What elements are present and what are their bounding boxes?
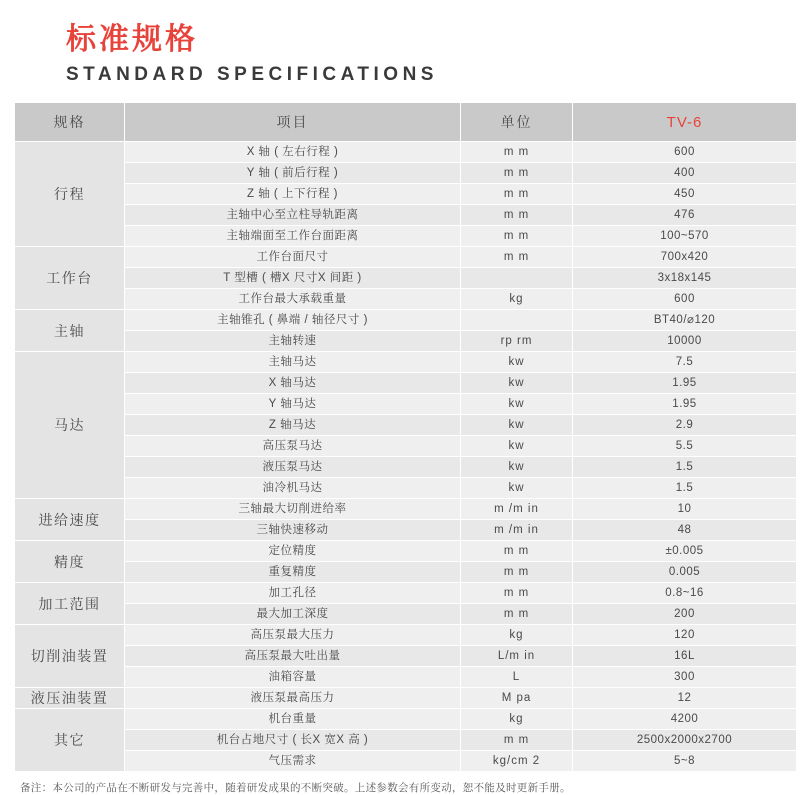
table-header	[15, 103, 797, 142]
table-row	[15, 583, 797, 604]
table-row	[15, 499, 797, 520]
item-unit: m m	[461, 541, 573, 562]
item-unit: m m	[461, 184, 573, 205]
table-row	[15, 268, 797, 289]
item-label: 主轴中心至立柱导轨距离	[125, 205, 461, 226]
column-header-item: 项目	[125, 103, 461, 142]
item-label: 主轴转速	[125, 331, 461, 352]
item-unit: m m	[461, 142, 573, 163]
item-label: 三轴最大切削进给率	[125, 499, 461, 520]
item-label: Z 轴马达	[125, 415, 461, 436]
table-row	[15, 289, 797, 310]
column-header-model: TV-6	[573, 103, 797, 142]
item-value: 300	[573, 667, 797, 688]
item-value: 120	[573, 625, 797, 646]
group-label: 其它	[15, 709, 125, 772]
item-label: 工作台最大承载重量	[125, 289, 461, 310]
item-label: Y 轴 ( 前后行程 )	[125, 163, 461, 184]
table-row	[15, 142, 797, 163]
table-row	[15, 562, 797, 583]
item-value: 1.5	[573, 457, 797, 478]
item-value: 2500x2000x2700	[573, 730, 797, 751]
item-unit: kw	[461, 478, 573, 499]
table-row	[15, 541, 797, 562]
item-label: 工作台面尺寸	[125, 247, 461, 268]
item-unit: kg	[461, 709, 573, 730]
item-value: 10	[573, 499, 797, 520]
group-label: 进给速度	[15, 499, 125, 541]
item-label: 高压泵马达	[125, 436, 461, 457]
table-row	[15, 478, 797, 499]
item-label: 主轴锥孔 ( 鼻端 / 轴径尺寸 )	[125, 310, 461, 331]
table-row	[15, 331, 797, 352]
table-row	[15, 646, 797, 667]
specifications-table	[14, 102, 797, 772]
table-row	[15, 730, 797, 751]
item-unit: kg	[461, 625, 573, 646]
table-row	[15, 625, 797, 646]
table-row	[15, 373, 797, 394]
item-value: 2.9	[573, 415, 797, 436]
item-label: 定位精度	[125, 541, 461, 562]
item-value: 1.95	[573, 394, 797, 415]
item-value: 700x420	[573, 247, 797, 268]
item-unit: m m	[461, 247, 573, 268]
table-row	[15, 751, 797, 772]
item-label: 油冷机马达	[125, 478, 461, 499]
table-row	[15, 352, 797, 373]
table-row	[15, 163, 797, 184]
item-label: 三轴快速移动	[125, 520, 461, 541]
item-unit: M pa	[461, 688, 573, 709]
item-unit: rp rm	[461, 331, 573, 352]
group-label: 加工范围	[15, 583, 125, 625]
item-label: 液压泵最高压力	[125, 688, 461, 709]
footnote: 备注：本公司的产品在不断研发与完善中，随着研发成果的不断突破。上述参数会有所变动，恕不能及时更新手册。	[20, 782, 571, 794]
item-unit	[461, 268, 573, 289]
item-value: 3x18x145	[573, 268, 797, 289]
item-unit: m m	[461, 730, 573, 751]
column-header-spec: 规格	[15, 103, 125, 142]
item-unit: kg	[461, 289, 573, 310]
item-value: 5~8	[573, 751, 797, 772]
item-label: 机台占地尺寸 ( 长X 宽X 高 )	[125, 730, 461, 751]
table-row	[15, 688, 797, 709]
item-unit: L	[461, 667, 573, 688]
item-unit: kw	[461, 352, 573, 373]
group-label: 工作台	[15, 247, 125, 310]
item-label: 高压泵最大吐出量	[125, 646, 461, 667]
item-value: 1.5	[573, 478, 797, 499]
item-value: 48	[573, 520, 797, 541]
table-body	[15, 142, 797, 772]
item-value: 400	[573, 163, 797, 184]
page-title-en: STANDARD SPECIFICATIONS	[66, 64, 438, 85]
item-value: 100~570	[573, 226, 797, 247]
item-value: 4200	[573, 709, 797, 730]
item-label: 机台重量	[125, 709, 461, 730]
item-value: 450	[573, 184, 797, 205]
item-value: 600	[573, 289, 797, 310]
item-unit: kw	[461, 457, 573, 478]
title-block	[14, 0, 796, 94]
item-unit: kg/cm 2	[461, 751, 573, 772]
item-unit: m m	[461, 583, 573, 604]
item-value: 7.5	[573, 352, 797, 373]
item-label: 主轴端面至工作台面距离	[125, 226, 461, 247]
item-value: 12	[573, 688, 797, 709]
table-row	[15, 520, 797, 541]
item-unit: m m	[461, 205, 573, 226]
table-row	[15, 709, 797, 730]
table-row	[15, 394, 797, 415]
item-value: 16L	[573, 646, 797, 667]
item-value: 0.8~16	[573, 583, 797, 604]
item-value: 600	[573, 142, 797, 163]
table-row	[15, 667, 797, 688]
group-label: 切削油装置	[15, 625, 125, 688]
item-label: 重复精度	[125, 562, 461, 583]
item-unit: m m	[461, 604, 573, 625]
item-unit: m /m in	[461, 499, 573, 520]
item-value: BT40/⌀120	[573, 310, 797, 331]
item-label: Y 轴马达	[125, 394, 461, 415]
item-value: 476	[573, 205, 797, 226]
item-unit: m m	[461, 163, 573, 184]
item-value: 1.95	[573, 373, 797, 394]
item-label: 高压泵最大压力	[125, 625, 461, 646]
item-label: T 型槽 ( 槽X 尺寸X 间距 )	[125, 268, 461, 289]
table-header-row	[15, 103, 797, 142]
table-row	[15, 226, 797, 247]
item-unit: kw	[461, 373, 573, 394]
item-label: 液压泵马达	[125, 457, 461, 478]
table-row	[15, 247, 797, 268]
page-title-cn: 标准规格	[66, 22, 198, 57]
item-value: 200	[573, 604, 797, 625]
group-label: 行程	[15, 142, 125, 247]
item-value: 0.005	[573, 562, 797, 583]
item-unit: L/m in	[461, 646, 573, 667]
item-value: ±0.005	[573, 541, 797, 562]
item-label: 主轴马达	[125, 352, 461, 373]
item-label: Z 轴 ( 上下行程 )	[125, 184, 461, 205]
group-label: 精度	[15, 541, 125, 583]
table-row	[15, 457, 797, 478]
column-header-unit: 单位	[461, 103, 573, 142]
table-row	[15, 310, 797, 331]
item-unit: kw	[461, 394, 573, 415]
item-label: X 轴马达	[125, 373, 461, 394]
item-unit: kw	[461, 415, 573, 436]
table-row	[15, 604, 797, 625]
group-label: 主轴	[15, 310, 125, 352]
item-label: 最大加工深度	[125, 604, 461, 625]
group-label: 液压油装置	[15, 688, 125, 709]
item-unit: m /m in	[461, 520, 573, 541]
table-row	[15, 415, 797, 436]
item-unit: m m	[461, 562, 573, 583]
item-value: 5.5	[573, 436, 797, 457]
item-label: 油箱容量	[125, 667, 461, 688]
item-label: X 轴 ( 左右行程 )	[125, 142, 461, 163]
item-unit	[461, 310, 573, 331]
item-unit: m m	[461, 226, 573, 247]
table-row	[15, 436, 797, 457]
table-row	[15, 184, 797, 205]
table-row	[15, 205, 797, 226]
item-value: 10000	[573, 331, 797, 352]
group-label: 马达	[15, 352, 125, 499]
item-unit: kw	[461, 436, 573, 457]
item-label: 气压需求	[125, 751, 461, 772]
item-label: 加工孔径	[125, 583, 461, 604]
